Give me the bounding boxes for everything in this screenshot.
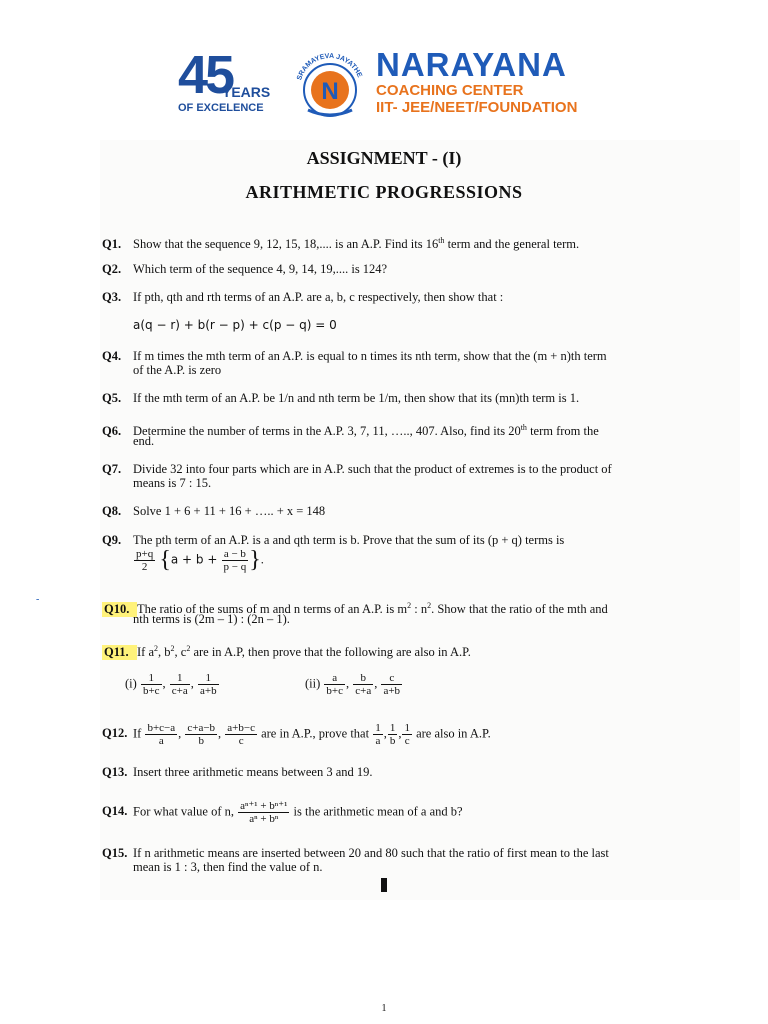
part-label: (i)	[125, 676, 137, 691]
q11-part-ii: (ii) $\frac{a}{b+c}$ , $\frac{b}{c+a}$ , $\frac{c}{a+b}$	[305, 672, 401, 697]
fraction: $\frac{1}{b+c}$	[142, 672, 160, 697]
q6-line2: end.	[133, 434, 155, 448]
anniversary-badge	[178, 45, 288, 120]
fraction: $\frac{b}{c+a}$	[355, 672, 372, 697]
superscript: 2	[427, 601, 432, 610]
q3-formula: a(q − r) + b(r − p) + c(p − q) = 0	[133, 318, 337, 332]
superscript: 2	[154, 644, 158, 653]
brand-block	[376, 48, 577, 116]
logo-ring-text: SRAMAYEVA JAYATHE	[296, 52, 363, 82]
question-13	[102, 765, 677, 780]
question-number: Q6.	[102, 424, 122, 439]
fraction: $\frac{a}{b+c}$	[326, 672, 343, 697]
question-text: term from the	[526, 424, 599, 439]
question-text: If	[133, 726, 142, 741]
fraction: $\frac{c}{a+b}$	[383, 672, 401, 697]
question-text: The pth term of an A.P. is a and qth term is b. Prove that the sum of its (p + q) terms is	[133, 533, 565, 547]
question-text: If the mth term of an A.P. be 1/n and nth term be 1/m, then show that its (mn)th term is 1.	[133, 391, 580, 405]
superscript: th	[438, 236, 445, 245]
fraction: $\frac{a+b-c}{c}$	[227, 722, 255, 747]
question-text: Insert three arithmetic means between 3 and 19.	[133, 765, 373, 779]
question-text: If n arithmetic means are inserted between 20 and 80 such that the ratio of first mean to the last	[133, 846, 609, 860]
question-text: Show that the sequence 9, 12, 15, 18,.... is an A.P. Find its 16	[133, 237, 439, 252]
question-text: Divide 32 into four parts which are in A.P. such that the product of extremes is to the product of	[133, 462, 612, 476]
question-11	[102, 641, 677, 660]
question-text: are also in A.P.	[416, 726, 491, 741]
question-text: are in A.P., prove that	[261, 726, 370, 741]
superscript: 2	[407, 601, 412, 610]
question-number: Q10.	[102, 602, 137, 617]
question-text: Which term of the sequence 4, 9, 14, 19,.... is 124?	[133, 262, 388, 276]
fraction: $\frac{b+c-a}{a}$	[147, 722, 176, 747]
question-number: Q13.	[102, 765, 128, 779]
fraction: $\frac{1}{b}$	[389, 722, 396, 747]
question-number: Q11.	[102, 645, 137, 660]
fraction: $\frac{1}{a+b}$	[200, 672, 217, 697]
question-1	[102, 233, 677, 252]
badge-number: 45	[178, 45, 233, 105]
q9-formula: $\frac{p+q}{2}$ {a + b + $\frac{a - b}{p - q}$ }.	[136, 547, 264, 573]
question-text: : n	[411, 602, 428, 617]
question-5	[102, 391, 677, 406]
superscript: th	[520, 423, 527, 432]
question-text: If m times the mth term of an A.P. is equal to n times its nth term, show that the (m + n)th term	[133, 349, 607, 363]
question-2	[102, 262, 677, 277]
question-6	[102, 420, 677, 439]
question-number: Q7.	[102, 462, 122, 476]
question-15	[102, 846, 677, 861]
question-3	[102, 290, 677, 305]
q15-line2: mean is 1 : 3, then find the value of n.	[133, 860, 323, 874]
question-number: Q9.	[102, 533, 122, 547]
question-number: Q12.	[102, 726, 128, 741]
brand-line-courses: IIT- JEE/NEET/FOUNDATION	[376, 99, 578, 116]
brand-line-coaching: COACHING CENTER	[376, 82, 524, 99]
scanned-sheet	[100, 140, 740, 900]
page-header	[0, 0, 768, 140]
q4-line2: of the A.P. is zero	[133, 363, 222, 377]
fraction: $\frac{c+a-b}{b}$	[187, 722, 216, 747]
question-text: Solve 1 + 6 + 11 + 16 + ….. + x = 148	[133, 504, 326, 518]
superscript: 2	[186, 644, 191, 653]
page-number: 1	[381, 1003, 387, 1014]
question-text: The ratio of the sums of m and n terms of an A.P. is m	[137, 602, 408, 617]
fraction: $\frac{1}{a}$	[375, 722, 381, 747]
question-text: If a	[137, 645, 154, 660]
badge-years: YEARS	[222, 84, 271, 100]
formula-text: a + b +	[170, 552, 218, 567]
question-9	[102, 533, 677, 548]
fraction: $\frac{1}{c+a}$	[171, 672, 188, 697]
fraction: $\frac{1}{c}$	[404, 722, 410, 747]
q7-line2: means is 7 : 15.	[133, 476, 212, 490]
brand-name: NARAYANA	[376, 46, 567, 83]
cursor-marker	[381, 878, 387, 892]
question-4	[102, 349, 677, 364]
superscript: 2	[170, 644, 175, 653]
part-label: (ii)	[305, 676, 321, 691]
question-7	[102, 462, 677, 477]
fraction: $\frac{a - b}{p - q}$	[223, 548, 247, 573]
question-text: For what value of n,	[133, 804, 235, 819]
assignment-subtitle: ARITHMETIC PROGRESSIONS	[245, 182, 523, 202]
fraction: $\frac{p+q}{2}$	[136, 548, 154, 573]
question-number: Q8.	[102, 504, 122, 518]
question-text: If pth, qth and rth terms of an A.P. are a, b, c respectively, then show that :	[133, 290, 504, 304]
question-number: Q3.	[102, 290, 122, 304]
question-12: Q12. If $\frac{b+c-a}{a}$ , $\frac{c+a-b}{b}$ , $\frac{a+b-c}{c}$ are in A.P., prove that $\frac{1}{a}$ , $\frac{1}{b}$ , $\frac{1}{c}$ are also in A.P.	[102, 722, 491, 747]
question-text: Determine the number of terms in the A.P. 3, 7, 11, ….., 407. Also, find its 20	[133, 424, 521, 439]
q10-line2: nth terms is (2m – 1) : (2n – 1).	[133, 612, 290, 626]
question-text: term and the general term.	[444, 237, 580, 252]
narayana-logo-icon	[288, 44, 372, 128]
question-8	[102, 504, 677, 519]
margin-mark: -	[36, 594, 40, 605]
q11-part-i: (i) $\frac{1}{b+c}$ , $\frac{1}{c+a}$ , $\frac{1}{a+b}$	[125, 672, 217, 697]
assignment-title: ASSIGNMENT - (I)	[306, 148, 462, 168]
question-text: , b	[158, 645, 171, 660]
question-text: . Show that the ratio of the mth and	[431, 602, 608, 617]
question-number: Q1.	[102, 237, 122, 252]
logo-letter: N	[321, 78, 339, 105]
question-number: Q14.	[102, 804, 128, 819]
question-14	[102, 800, 677, 825]
badge-excellence: OF EXCELENCE	[178, 102, 264, 114]
question-number: Q5.	[102, 391, 122, 405]
question-text: is the arithmetic mean of a and b?	[293, 804, 463, 819]
question-number: Q15.	[102, 846, 128, 860]
question-text: are in A.P, then prove that the following are also in A.P.	[190, 645, 471, 660]
question-number: Q4.	[102, 349, 122, 363]
question-text: , c	[174, 645, 187, 660]
question-number: Q2.	[102, 262, 122, 276]
fraction: $\frac{\text{aⁿ⁺¹ + bⁿ⁺¹}}{\text{aⁿ + bⁿ}}$	[240, 800, 288, 825]
